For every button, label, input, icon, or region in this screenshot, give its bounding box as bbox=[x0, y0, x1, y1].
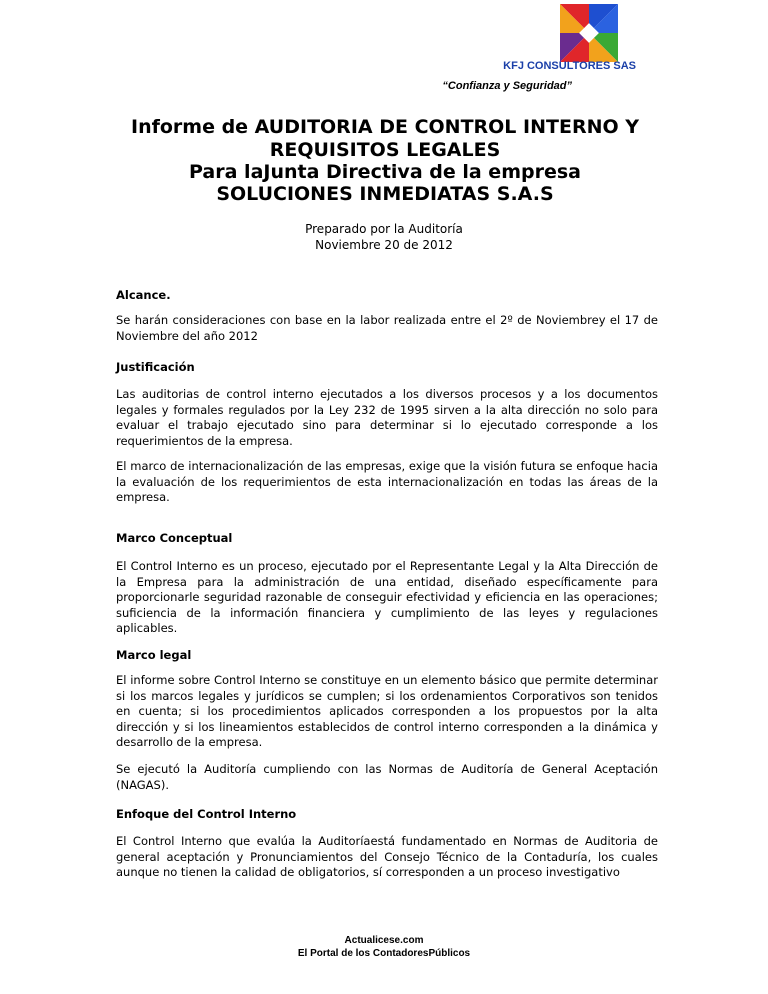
paragraph-marco-legal-1: El informe sobre Control Interno se constituye en un elemento básico que permite determinar si los marcos legales y jurídicos se cumplen; si los ordenamientos Corporativos son tenidos en cuenta; si los procedimientos aplicados corresponden a los propuestos por la alta dirección y si los lineamientos establecidos de control interno corresponden a la dinámica y desarrollo de la empresa. bbox=[116, 673, 658, 749]
prepared-by: Preparado por la Auditoría bbox=[305, 222, 463, 236]
paragraph-marco-legal-2: Se ejecutó la Auditoría cumpliendo con las Normas de Auditoría de General Aceptación (NAGAS). bbox=[116, 762, 658, 792]
company-name: KFJ CONSULTORES SAS bbox=[503, 60, 636, 72]
footer-site: Actualicese.com bbox=[344, 935, 424, 946]
company-slogan: “Confianza y Seguridad” bbox=[442, 80, 572, 92]
report-title-line-2: REQUISITOS LEGALES bbox=[269, 139, 501, 161]
paragraph-justificacion-2: El marco de internacionalización de las empresas, exige que la visión futura se enfoque hacia la evaluación de los requerimientos de esta internacionalización en todas las áreas de la empresa. bbox=[116, 459, 658, 504]
section-heading-enfoque: Enfoque del Control Interno bbox=[116, 807, 297, 821]
paragraph-enfoque: El Control Interno que evalúa la Auditoríaestá fundamentado en Normas de Auditoria de general aceptación y Pronunciamientos del Consejo Técnico de la Contaduría, los cuales aunque no tienen la calidad de obligatorios, sí corresponden a un proceso investigativo bbox=[116, 834, 658, 879]
paragraph-alcance: Se harán consideraciones con base en la labor realizada entre el 2º de Noviembrey el 17 de Noviembre del año 2012 bbox=[116, 313, 658, 343]
report-title-line-3: Para laJunta Directiva de la empresa bbox=[189, 161, 581, 183]
section-heading-marco-conceptual: Marco Conceptual bbox=[116, 531, 233, 545]
section-heading-marco-legal: Marco legal bbox=[116, 648, 192, 662]
paragraph-justificacion-1: Las auditorias de control interno ejecutados a los diversos procesos y a los documentos legales y formales regulados por la Ley 232 de 1995 sirven a la alta dirección no solo para evaluar el trabajo ejecutado sino para determinar si lo ejecutado corresponde a los requerimientos de la empresa. bbox=[116, 387, 658, 448]
company-logo-icon bbox=[560, 4, 618, 62]
paragraph-marco-conceptual: El Control Interno es un proceso, ejecutado por el Representante Legal y la Alta Dirección de la Empresa para la administración de una entidad, diseñado específicamente para proporcionarle seguridad razonable de conseguir efectividad y eficiencia en las operaciones; suficiencia de la información financiera y cumplimiento de las leyes y regulaciones aplicables. bbox=[116, 559, 658, 635]
report-title-line-1: Informe de AUDITORIA DE CONTROL INTERNO Y bbox=[131, 116, 639, 138]
section-heading-justificacion: Justificación bbox=[116, 360, 195, 374]
section-heading-alcance: Alcance. bbox=[116, 288, 171, 302]
footer-tagline: El Portal de los ContadoresPúblicos bbox=[297, 948, 471, 959]
report-title-line-4: SOLUCIONES INMEDIATAS S.A.S bbox=[216, 183, 554, 205]
report-date: Noviembre 20 de 2012 bbox=[315, 238, 453, 252]
